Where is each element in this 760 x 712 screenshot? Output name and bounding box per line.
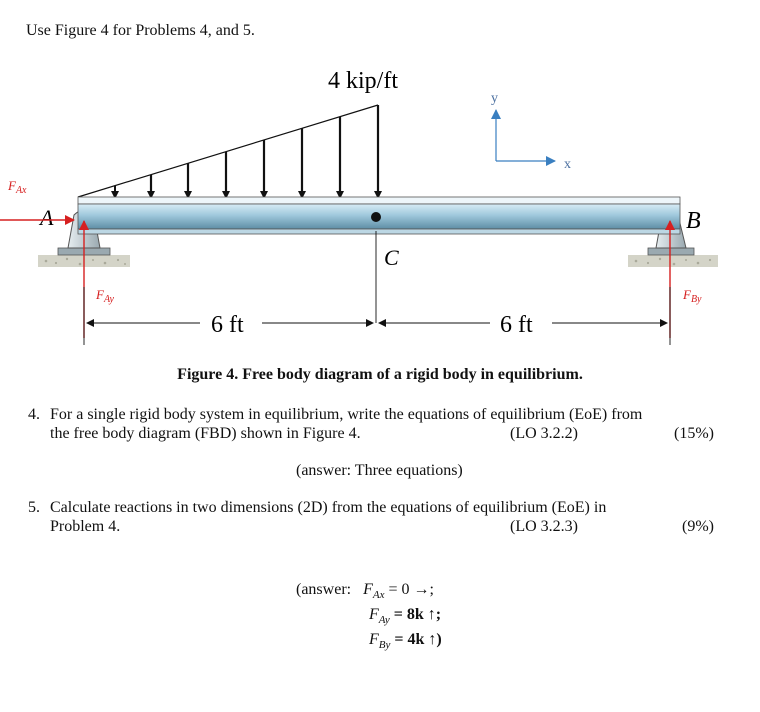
point-c-dot (371, 212, 381, 222)
figure-caption: Figure 4. Free body diagram of a rigid body in equilibrium. (177, 366, 583, 383)
answer-fay-value: = 8k ↑; (389, 606, 442, 624)
answer-line-fby (369, 630, 442, 655)
point-a-label: A (40, 205, 54, 230)
answer-line-fax (296, 580, 442, 605)
axis-y-label: y (491, 91, 498, 106)
problem-5-answer (296, 580, 442, 656)
answer-fay-sub: Ay (378, 614, 390, 627)
figure-4 (0, 55, 760, 355)
problem-4-line2: the free body diagram (FBD) shown in Figure 4. (50, 425, 361, 442)
answer-fay-var: F (369, 606, 379, 624)
answer-fax-value: = 0 →; (384, 581, 434, 598)
force-by-label: $F_{By}$ (683, 287, 702, 305)
dim-right-label: 6 ft (500, 312, 533, 338)
distributed-load (78, 105, 378, 198)
problem-5-line2: Problem 4. (50, 518, 121, 535)
load-label: 4 kip/ft (328, 68, 398, 94)
answer-fax-sub: Ax (372, 589, 385, 602)
answer-fby-sub: By (378, 639, 391, 652)
answer-fax-var: F (363, 581, 373, 598)
ground-right (628, 255, 718, 267)
problem-5-line1: Calculate reactions in two dimensions (2D) from the equations of equilibrium (EoE) in (50, 499, 607, 516)
answer-fby-var: F (369, 631, 379, 649)
problem-5-lo: (LO 3.2.3) (510, 518, 578, 535)
problem-5-number: 5. (28, 499, 40, 516)
problem-4 (28, 405, 728, 443)
point-b-label: B (686, 208, 701, 234)
problem-5 (28, 498, 728, 536)
dimension-lines (84, 287, 670, 345)
problem-4-line1: For a single rigid body system in equilibrium, write the equations of equilibrium (EoE) from (50, 406, 643, 423)
axis-arrows-icon (496, 110, 555, 161)
problem-4-row2 (50, 424, 728, 443)
intro-text: Use Figure 4 for Problems 4, and 5. (26, 22, 255, 39)
problem-4-weight: (15%) (674, 425, 714, 442)
problem-5-row2 (50, 517, 728, 536)
answer-prefix: (answer: (296, 581, 352, 598)
force-ay-label: $F_{Ay}$ (96, 287, 114, 305)
dim-left-label: 6 ft (211, 312, 244, 338)
answer-line-fay (369, 605, 442, 630)
point-c-label: C (384, 245, 399, 270)
axis-x-label: x (564, 157, 571, 172)
problem-4-lo: (LO 3.2.2) (510, 425, 578, 442)
answer-fby-value: = 4k ↑) (390, 631, 442, 649)
problem-4-answer: (answer: Three equations) (296, 462, 463, 479)
problem-5-weight: (9%) (682, 518, 714, 535)
force-ax-label: $F_{Ax}$ (8, 178, 27, 196)
problem-4-number: 4. (28, 406, 40, 423)
